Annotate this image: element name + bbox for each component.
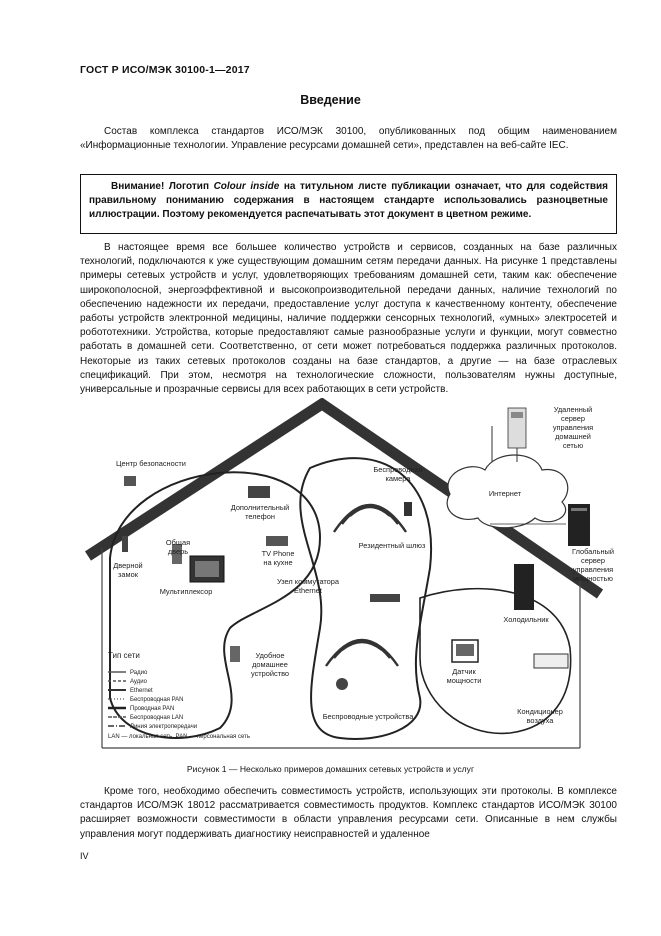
security-center-label: Центр безопасности bbox=[116, 459, 186, 468]
main-text: В настоящее время все большее количество устройств и сервисов, созданных на базе различных технологий, подключаются к уже существующим домашним сетям передачи данных. На рисунке 1 представлены примеры сетевых устройств и услуг, удовлетворяющих требованиям домашней сети, таким как: обеспечение широкополосной, энергоэффективной и высокопроизводительной передачи данных, наличие технологий по обеспечению надежности их передачи, предоставление услуг доступа к качественному контенту, обеспечение работы устройств электронной медицины, наличие поддержки сенсорных технологий, «умных» электросетей и робототехники. Устройства, которые предоставляют самые разнообразные услуги и функции, могут совместно работать в домашней сети. Соответственно, от сети может потребоваться поддержка различных протоколов. Некоторые из таких сетевых протоколов созданы на базе стандартов, а другие — на базе отраслевых спецификаций. При этом, несмотря на технологические сложности, пользователям нужны доступные, универсальные и прозрачные сервисы для всех работающих в сети устройств. bbox=[80, 242, 617, 396]
network-loop-center bbox=[300, 458, 431, 739]
internet-label: Интернет bbox=[488, 489, 522, 498]
global-server-label-3: управления bbox=[572, 565, 614, 574]
switch-label-1: Узел коммутатора bbox=[276, 577, 340, 586]
section-title: Введение bbox=[300, 93, 361, 107]
wireless-camera-label-2: камера bbox=[385, 474, 411, 483]
door-lock-icon bbox=[122, 536, 128, 552]
legend-item-5: Беспроводная LAN bbox=[130, 715, 184, 721]
page-number: IV bbox=[80, 851, 89, 861]
convenient-device-icon bbox=[230, 646, 240, 662]
legend-note: LAN — локальная сеть, PAN — персональная сеть bbox=[108, 734, 250, 740]
remote-server-label-3: управления bbox=[552, 423, 594, 432]
door-lock-label-1: Дверной bbox=[113, 561, 143, 570]
legend-item-3: Беспроводная PAN bbox=[130, 697, 184, 703]
wireless-camera-label-1: Беспроводная bbox=[373, 465, 423, 474]
remote-server-label-1: Удаленный bbox=[553, 405, 593, 414]
door-lock-label-2: замок bbox=[118, 570, 138, 579]
home-network-figure bbox=[80, 398, 616, 756]
warning-rest: на титульном листе публикации означает, что для содействия правильному пониманию содержания в настоящем стандарте использовались разноцветные иллюстрации. Поэтому рекомендуется распечатывать этот документ в цветном режиме. bbox=[89, 181, 608, 220]
closing-paragraph bbox=[80, 785, 617, 842]
air-conditioner-label-1: Кондиционер bbox=[517, 707, 563, 716]
remote-server-label-2: сервер bbox=[561, 414, 585, 423]
extra-phone-icon bbox=[248, 486, 270, 498]
document-header: ГОСТ Р ИСО/МЭК 30100-1—2017 bbox=[80, 64, 250, 76]
wireless-devices-label: Беспроводные устройства bbox=[322, 712, 414, 721]
warning-lead: Внимание! Логотип bbox=[111, 181, 214, 192]
remote-server-label-5: сетью bbox=[562, 441, 584, 450]
tv-phone-label-1: TV Phone bbox=[261, 549, 295, 558]
common-door-label-2: дверь bbox=[167, 547, 189, 556]
legend-item-0: Радио bbox=[130, 670, 148, 676]
air-conditioner-label-2: воздуха bbox=[526, 716, 554, 725]
global-server-label-2: сервер bbox=[581, 556, 605, 565]
closing-text: Кроме того, необходимо обеспечить совместимость устройств, использующих эти протоколы. В комплексе стандартов ИСО/МЭК 18012 рассматривается совместимость продуктов. Комплекс стандартов ИСО/МЭК 30100 расширяет возможности совместимости в области управления ресурсами сети. Описанные в нем службы управления могут поддерживать диагностику неисправностей и удаленное bbox=[80, 786, 617, 840]
fridge-label: Холодильник bbox=[503, 615, 549, 624]
extra-phone-label-2: телефон bbox=[245, 512, 275, 521]
switch-icon bbox=[370, 594, 400, 602]
legend-item-4: Проводная PAN bbox=[130, 706, 175, 712]
fridge-icon bbox=[514, 564, 534, 610]
residential-gateway-label: Резидентный шлюз bbox=[358, 541, 426, 550]
legend-title: Тип сети bbox=[108, 651, 140, 660]
legend-item-2: Ethernet bbox=[130, 688, 153, 694]
global-server-label-4: мощностью bbox=[573, 574, 613, 583]
legend-item-1: Аудио bbox=[130, 679, 147, 685]
convenient-device-label-2: домашнее bbox=[252, 660, 288, 669]
tv-phone-icon bbox=[266, 536, 288, 546]
power-sensor-label-2: мощности bbox=[446, 676, 482, 685]
intro-paragraph bbox=[80, 125, 617, 153]
extra-phone-label-1: Дополнительный bbox=[230, 503, 290, 512]
main-paragraph bbox=[80, 241, 617, 397]
intro-text: Состав комплекса стандартов ИСО/МЭК 30100, опубликованных под общим наименованием «Информационные технологии. Управление ресурсами домашней сети», представлен на веб-сайте IEC. bbox=[80, 126, 617, 152]
convenient-device-label-1: Удобное bbox=[255, 651, 285, 660]
wireless-camera-icon bbox=[404, 502, 412, 516]
wireless-device-icon bbox=[336, 678, 348, 690]
common-door-label-1: Общая bbox=[165, 538, 191, 547]
tv-phone-label-2: на кухне bbox=[263, 558, 293, 567]
warning-box bbox=[80, 174, 617, 234]
power-sensor-label-1: Датчик bbox=[452, 667, 476, 676]
network-legend bbox=[108, 651, 250, 740]
switch-label-2: Ethernet bbox=[294, 586, 322, 595]
multiplexer-label: Мультиплексор bbox=[159, 587, 213, 596]
air-conditioner-icon bbox=[534, 654, 568, 668]
wifi-waves-devices bbox=[326, 640, 398, 666]
figure-caption: Рисунок 1 — Несколько примеров домашних сетевых устройств и услуг bbox=[186, 764, 475, 774]
wifi-waves-gateway bbox=[334, 505, 406, 532]
global-server-label-1: Глобальный bbox=[572, 547, 614, 556]
logo-name: Colour inside bbox=[213, 181, 280, 192]
convenient-device-label-3: устройство bbox=[250, 669, 290, 678]
legend-item-6: Линия электропередачи bbox=[130, 724, 198, 730]
security-center-icon bbox=[124, 476, 136, 486]
remote-server-label-4: домашней bbox=[555, 432, 591, 441]
